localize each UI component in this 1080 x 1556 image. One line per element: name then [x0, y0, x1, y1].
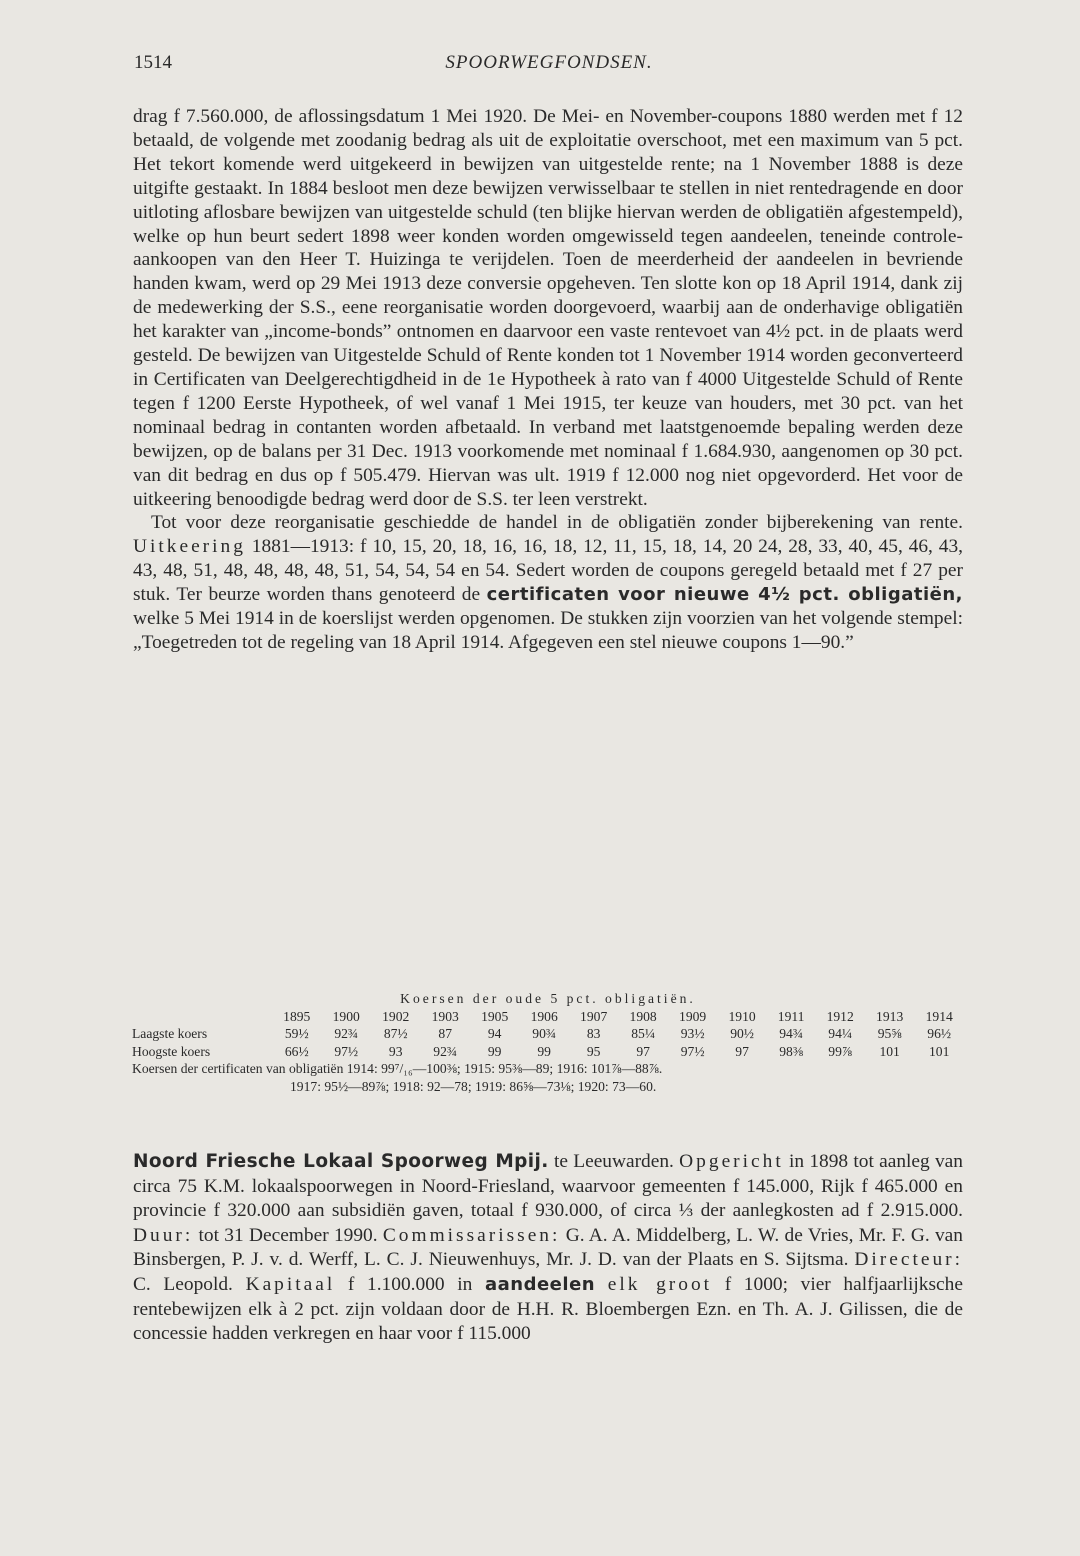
table-cell: 94¾ — [779, 1026, 804, 1041]
table-cell: 101 — [929, 1043, 950, 1059]
table-row — [132, 1025, 964, 1043]
company-name: Noord Friesche Lokaal Spoorweg Mpij. — [133, 1151, 549, 1172]
year-cell: 1913 — [876, 1008, 904, 1024]
table-cell: 101 — [879, 1043, 900, 1059]
table-cell: 59½ — [284, 1026, 309, 1041]
year-cell: 1909 — [679, 1008, 707, 1024]
label-duur: Duur: — [133, 1224, 194, 1246]
year-cell: 1914 — [925, 1008, 953, 1024]
year-cell: 1902 — [382, 1008, 410, 1024]
aandeelen-heading: aandeelen — [484, 1273, 596, 1295]
table-cell: 98⅜ — [779, 1043, 804, 1059]
table-cell: 87 — [438, 1026, 452, 1041]
certificate-prices-1: Koersen der certificaten van obligatiën 1914: 99⁷/₁₆—100⅜; 1915: 95⅜—89; 1916: 101⅞—88⅞. — [132, 1061, 663, 1076]
table-cell: 97½ — [680, 1043, 705, 1059]
company-location: te Leeuwarden. — [553, 1151, 674, 1172]
label-opgericht: Opgericht — [679, 1151, 784, 1172]
shares-text: f 1000; vier halfjaarlijksche rentebewijzen elk à 2 pct. zijn voldaan door de H.H. R. Bloembergen Ezn. en Th. A. J. Gilissen, die de concessie hadden verkregen en haar voor f 115.000 — [133, 1273, 963, 1345]
table-cell: 99 — [537, 1043, 551, 1059]
year-cell: 1906 — [530, 1008, 558, 1024]
table-row — [132, 1043, 964, 1061]
table-cell: 99 — [487, 1043, 502, 1059]
table-cell: 93 — [388, 1043, 403, 1059]
founding-text: in 1898 tot aanleg van circa 75 K.M. lokaalspoorwegen in Noord-Friesland, waarvoor gemeenten f 145.000, Rijk f 465.000 en provincie f 320.000 aan subsidiën gaven, totaal f 930.000, of circa ⅓ der aanlegkosten ad f 2.915.000. — [133, 1151, 963, 1222]
table-cell: 92¾ — [334, 1026, 359, 1041]
table-cell: 85¼ — [631, 1026, 656, 1041]
director-text: C. Leopold. — [133, 1273, 233, 1295]
label-directeur: Directeur: — [854, 1249, 963, 1271]
label-commissarissen: Commissarissen: — [382, 1224, 561, 1246]
label-elk-groot: elk groot — [607, 1273, 713, 1295]
table-cell: 95⅝ — [877, 1026, 902, 1041]
running-title: SPOORWEGFONDSEN. — [445, 52, 653, 73]
body-text — [133, 105, 963, 655]
row-label: Hoogste koers — [132, 1043, 211, 1059]
table-cell: 95 — [586, 1043, 601, 1059]
company-paragraph — [133, 1150, 963, 1347]
table-cell: 97½ — [334, 1043, 359, 1059]
year-cell: 1903 — [431, 1008, 459, 1024]
table-cell: 83 — [586, 1026, 601, 1041]
table-cell: 94 — [487, 1026, 502, 1041]
page-header — [134, 52, 964, 82]
table-cell: 90½ — [730, 1026, 754, 1041]
paragraph-2-text: Tot voor deze reorganisatie geschiedde de handel in de obligatiën zonder bijberekening van rente. — [151, 512, 963, 534]
commissioners-text: G. A. A. Middelberg, L. W. de Vries, Mr. F. G. van Binsbergen, P. J. v. d. Werff, L. C. J. Nieuwenhuys, Mr. J. D. van der Plaats en S. Sijtsma. — [133, 1224, 963, 1271]
paragraph-1: drag f 7.560.000, de aflossingsdatum 1 Mei 1920. De Mei- en November-coupons 1880 werden met f 12 betaald, de volgende met zoodanig bedrag als uit de exploitatie overschoot, met een maximum van 5 pct. Het tekort komende werd uitgekeerd in bewijzen van uitgestelde rente; na 1 November 1888 is deze uitgifte gestaakt. In 1884 besloot men deze bewijzen verwisselbaar te stellen in niet rentedragende en door uitloting aflosbare bewijzen van uitgestelde schuld (ten blijke hiervan werden de obligatiën afgestempeld), welke op hun beurt sedert 1898 weer konden worden omgewisseld tegen aandeelen, teneinde controle-aankoopen van den Heer T. Huizinga te verijdelen. Toen de meerderheid der aandeelen in bevriende handen kwam, werd op 29 Mei 1913 deze conversie opgeheven. Ten slotte kon op 18 April 1914, dank zij de medewerking der S.S., eene reorganisatie worden doorgevoerd, waarbij aan de onderhavige obligatiën het karakter van „income-bonds” ontnomen en daarvoor een vaste rentevoet van 4½ pct. in de plaats werd gesteld. De bewijzen van Uitgestelde Schuld of Rente konden tot 1 November 1914 worden geconverteerd in Certificaten van Deelgerechtigdheid in de 1e Hypotheek à rato van f 4000 Uitgestelde Schuld of Rente tegen f 1200 Eerste Hypotheek, of wel vanaf 1 Mei 1915, ter keuze van houders, met 30 pct. van het nominaal bedrag in contanten worden afbetaald. In verband met laatstgenoemde bepaling werden deze bewijzen, op de balans per 31 Dec. 1913 voorkomende met nominaal f 1.684.930, aangenomen op 30 pct. van dit bedrag en dus op f 505.479. Hiervan was ult. 1919 f 12.000 nog niet opgevorderd. Het voor de uitkeering benoodigde bedrag werd door de S.S. ter leen verstrekt. — [133, 106, 963, 510]
year-header-row — [132, 1008, 964, 1026]
table-cell: 97 — [636, 1043, 650, 1059]
table-title: Koersen der oude 5 pct. obligatiën. — [400, 991, 696, 1006]
year-cell: 1895 — [283, 1008, 311, 1024]
table-cell: 99⅞ — [828, 1043, 853, 1059]
price-table — [132, 1008, 964, 1061]
duration-text: tot 31 December 1990. — [198, 1224, 378, 1246]
label-kapitaal: Kapitaal — [245, 1273, 336, 1295]
paragraph-2-payouts: 1881—1913: f 10, 15, 20, 18, 16, 16, 18, 12, 11, 15, 18, 14, 20 24, 28, 33, 40, 45, 46, 43, 43, 48, 51, 48, 48, 48, 48, 51, 54, 54, 54 en 54. Sedert worden de coupons geregeld betaald met f 27 per stuk. Ter beurze worden thans genoteerd de — [133, 536, 963, 606]
table-cell: 87½ — [383, 1026, 408, 1041]
certificaten-heading: certificaten voor nieuwe 4½ pct. obligatiën, — [486, 584, 963, 606]
paragraph-2-end: welke 5 Mei 1914 in de koerslijst werden opgenomen. De stukken zijn voorzien van het volgende stempel: „Toegetreden tot de regeling van 18 April 1914. Afgegeven een stel nieuwe coupons 1—90.” — [133, 608, 963, 653]
company-entry — [133, 1150, 963, 1347]
table-cell: 93½ — [680, 1026, 705, 1041]
table-cell: 94¼ — [828, 1026, 853, 1041]
year-cell: 1912 — [826, 1008, 854, 1024]
row-label: Laagste koers — [132, 1026, 208, 1041]
page-number: 1514 — [134, 52, 172, 73]
header-empty-cell — [132, 1008, 272, 1026]
certificate-prices-2: 1917: 95½—89⅞; 1918: 92—78; 1919: 86⅝—73⅛; 1920: 73—60. — [290, 1078, 657, 1094]
table-cell: 90¾ — [532, 1026, 557, 1041]
table-cell: 97 — [735, 1043, 749, 1059]
uitkeering-label: Uitkeering — [133, 536, 246, 558]
year-cell: 1908 — [629, 1008, 657, 1024]
year-cell: 1911 — [777, 1008, 805, 1024]
table-cell: 92¾ — [433, 1043, 458, 1059]
year-cell: 1907 — [580, 1008, 608, 1024]
capital-text: f 1.100.000 in — [347, 1273, 473, 1295]
year-cell: 1905 — [481, 1008, 509, 1024]
table-cell: 66½ — [284, 1043, 309, 1059]
year-cell: 1900 — [332, 1008, 360, 1024]
price-table-block — [132, 990, 964, 1095]
table-cell: 96½ — [927, 1026, 952, 1041]
year-cell: 1910 — [728, 1008, 756, 1024]
paragraph-2 — [133, 511, 963, 654]
